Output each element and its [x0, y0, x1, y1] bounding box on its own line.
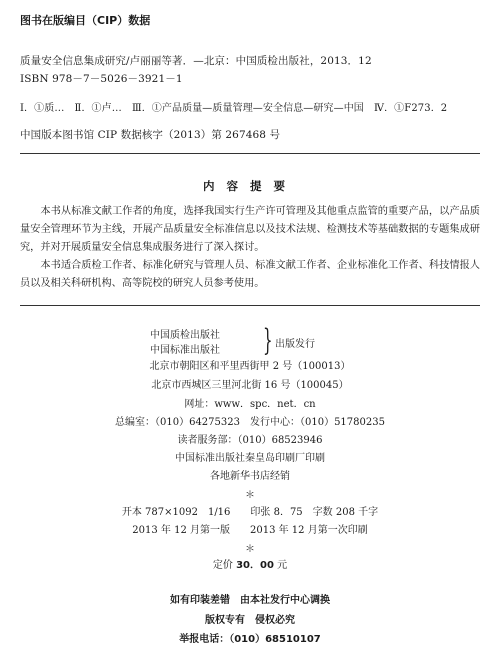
publisher-phones: 总编室：（010）64275323 发行中心：（010）51780235: [115, 417, 385, 428]
publisher-names: [150, 328, 220, 358]
cip-record-number: 中国版本图书馆 CIP 数据核字（2013）第 267468 号: [20, 129, 281, 141]
separator-star-2: ＊: [245, 544, 255, 555]
cip-subject-line: Ⅰ．①质… Ⅱ．①卢… Ⅲ．①产品质量—质量管理—安全信息—研究—中国 Ⅳ．①F273．2: [20, 103, 448, 114]
notice-copyright: 版权专有 侵权必究: [205, 615, 295, 626]
separator-star-1: ＊: [245, 490, 255, 501]
cip-divider: [20, 153, 480, 154]
cip-bibliographic-line: 质量安全信息集成研究/卢丽丽等著．—北京：中国质检出版社，2013．12: [20, 55, 372, 67]
summary-body: [20, 203, 480, 293]
book-format: 开本 787×1092 1/16 印张 8．75 字数 208 千字: [121, 507, 379, 518]
price: [0, 556, 500, 571]
publisher-name-1: 中国质检出版社: [150, 330, 220, 341]
publisher-address-2: 北京市西城区三里河北街 16 号（100045）: [151, 380, 349, 391]
summary-paragraph-2: 本书适合质检工作者、标准化研究与管理人员、标准文献工作者、企业标准化工作者、科技情报人员以及相关科研机构、高等院校的研究人员参考使用。: [20, 260, 480, 289]
cip-isbn: ISBN 978－7－5026－3921－1: [20, 73, 183, 85]
publisher-website: 网址：www．spc．net．cn: [184, 399, 316, 410]
summary-divider: [20, 305, 480, 306]
price-value: 30．00: [236, 560, 274, 571]
summary-paragraph-1: 本书从标准文献工作者的角度，选择我国实行生产许可管理及其他重点监管的重要产品，以产品质量安全管理环节为主线，开展产品质量安全标准信息以及技术法规、检测技术等基础数据的专题集成研究，并对开展质量安全信息集成服务进行了深入探讨。: [20, 206, 480, 253]
printer: 中国标准出版社秦皇岛印刷厂印刷: [175, 453, 325, 464]
edition-info: 2013 年 12 月第一版 2013 年 12 月第一次印刷: [132, 525, 368, 536]
notice-report-phone: 举报电话：（010）68510107: [179, 634, 321, 645]
distributor: 各地新华书店经销: [210, 471, 290, 482]
reader-service: 读者服务部：（010）68523946: [177, 435, 323, 446]
notice-replacement: 如有印装差错 由本社发行中心调换: [170, 595, 330, 606]
publisher-name-2: 中国标准出版社: [150, 345, 220, 356]
summary-title: 内容提要: [203, 179, 297, 193]
publisher-role: 出版发行: [275, 339, 315, 350]
price-label: 定价: [212, 560, 233, 571]
cip-title: 图书在版编目（CIP）数据: [20, 14, 151, 27]
price-unit: 元: [277, 560, 288, 571]
publisher-address-1: 北京市朝阳区和平里西街甲 2 号（100013）: [149, 361, 351, 372]
publisher-brace: }: [263, 323, 273, 358]
